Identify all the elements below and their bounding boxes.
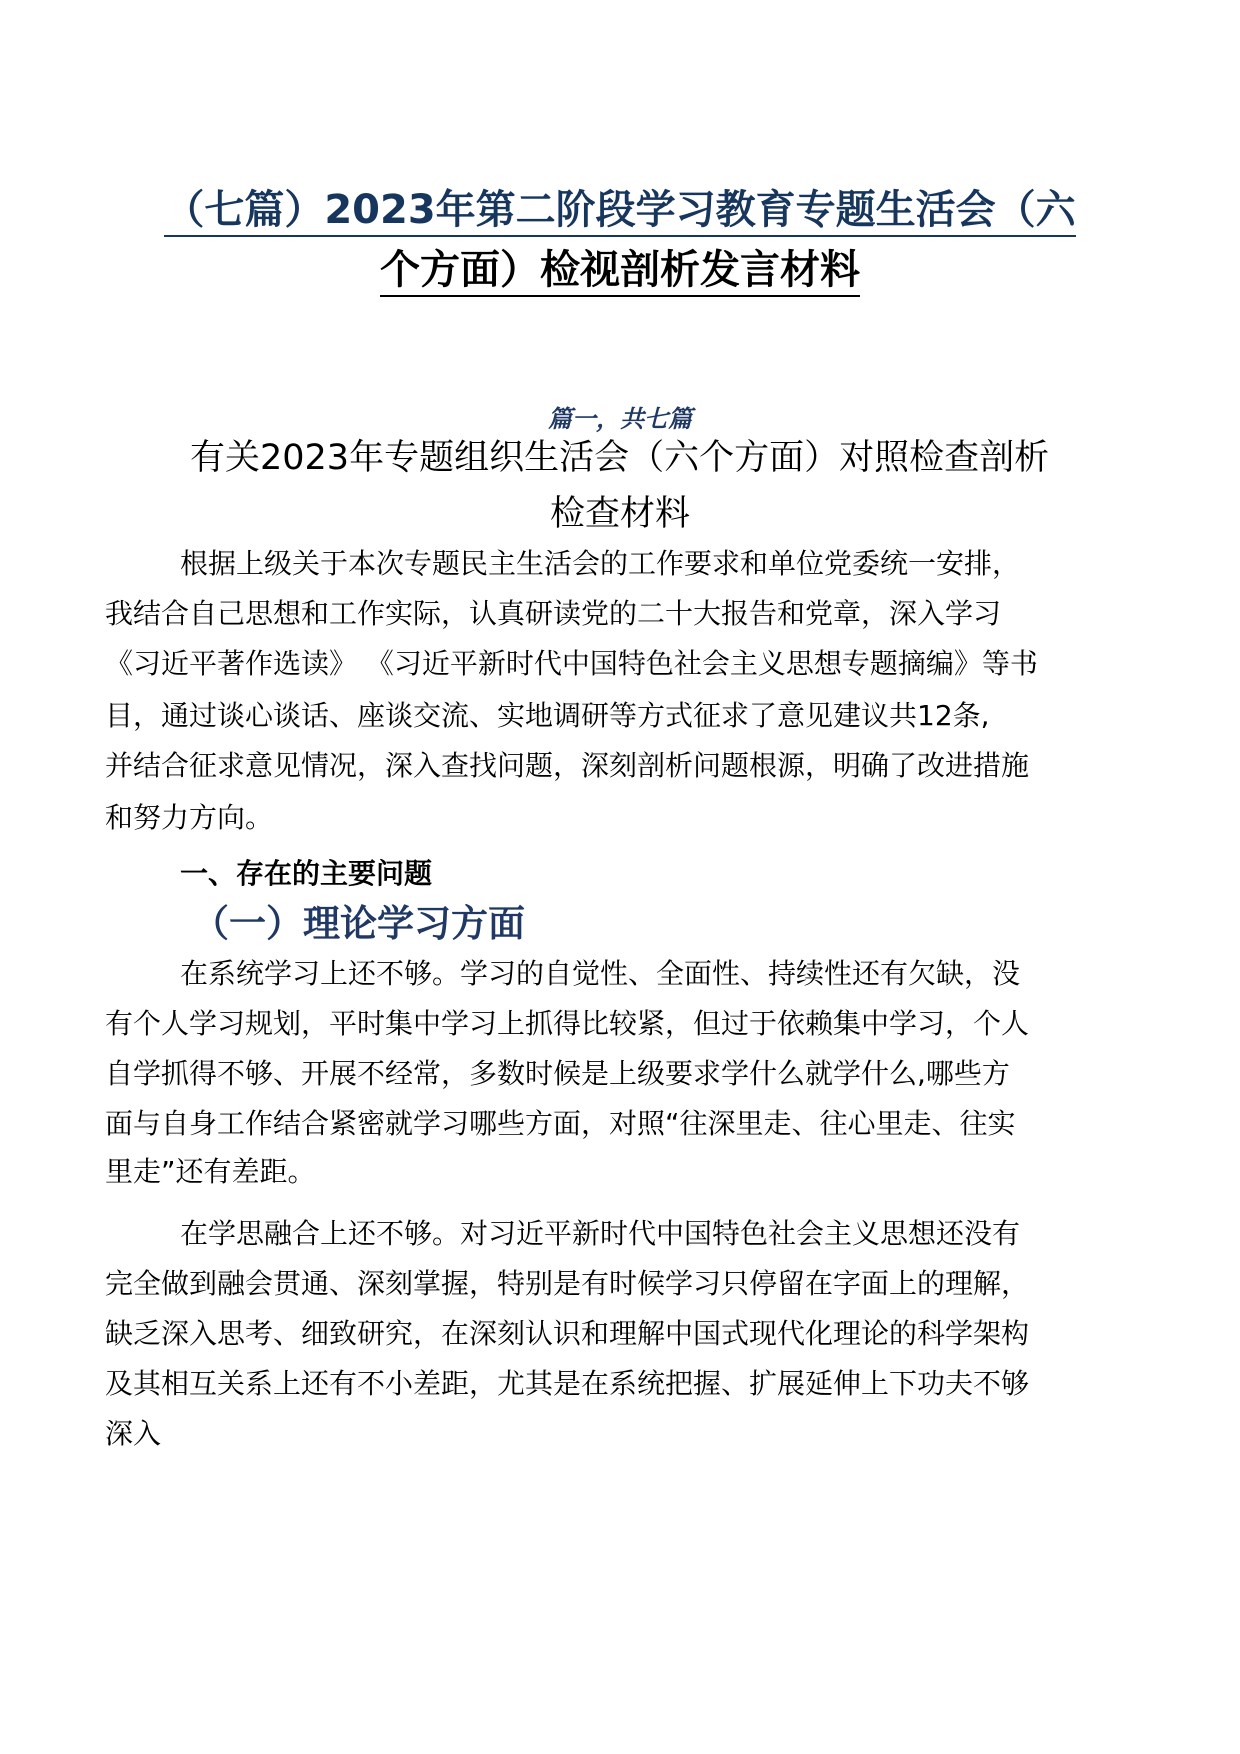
paragraph-line: 在学思融合上还不够。对习近平新时代中国特色社会主义思想还没有	[180, 1217, 1021, 1250]
intro-line: 和努力方向。	[105, 801, 274, 834]
paragraph-line: 深入	[105, 1417, 162, 1450]
intro-line: 根据上级关于本次专题民主生活会的工作要求和单位党委统一安排，	[180, 547, 1021, 580]
section-heading: 一、存在的主要问题	[180, 857, 433, 890]
paragraph-line: 及其相互关系上还有不小差距，尤其是在系统把握、扩展延伸上下功夫不够	[105, 1367, 1030, 1400]
intro-line: 目，通过谈心谈话、座谈交流、实地调研等方式征求了意见建议共12条,	[105, 699, 990, 732]
paragraph-line: 面与自身工作结合紧密就学习哪些方面，对照“往深里走、往心里走、往实	[105, 1107, 1016, 1140]
intro-line: 并结合征求意见情况，深入查找问题，深刻剖析问题根源，明确了改进措施	[105, 749, 1030, 782]
document-title-text-1: （七篇）2023年第二阶段学习教育专题生活会（六	[164, 187, 1075, 237]
part-label: 篇一，共七篇	[548, 404, 692, 433]
paragraph-line: 自学抓得不够、开展不经常，多数时候是上级要求学什么就学什么,哪些方	[105, 1057, 1010, 1090]
intro-line: 我结合自己思想和工作实际，认真研读党的二十大报告和党章，深入学习	[105, 597, 1002, 630]
document-title-text-2: 个方面）检视剖析发言材料	[380, 247, 860, 297]
paragraph-line: 里走”还有差距。	[105, 1155, 316, 1188]
document-title-line-2	[100, 246, 1140, 294]
paragraph-line: 完全做到融会贯通、深刻掌握，特别是有时候学习只停留在字面上的理解，	[105, 1267, 1030, 1300]
subsection-heading: （一）理论学习方面	[192, 902, 525, 945]
paragraph-line: 在系统学习上还不够。学习的自觉性、全面性、持续性还有欠缺，没	[180, 957, 1021, 990]
paragraph-line: 缺乏深入思考、细致研究，在深刻认识和理解中国式现代化理论的科学架构	[105, 1317, 1030, 1350]
document-title-line-1	[100, 186, 1140, 234]
subtitle-line-1: 有关2023年专题组织生活会（六个方面）对照检查剖析	[190, 438, 1050, 478]
paragraph-line: 有个人学习规划，平时集中学习上抓得比较紧，但过于依赖集中学习，个人	[105, 1007, 1030, 1040]
subtitle-line-2: 检查材料	[549, 494, 690, 534]
intro-line: 《习近平著作选读》 《习近平新时代中国特色社会主义思想专题摘编》等书	[105, 647, 1038, 680]
